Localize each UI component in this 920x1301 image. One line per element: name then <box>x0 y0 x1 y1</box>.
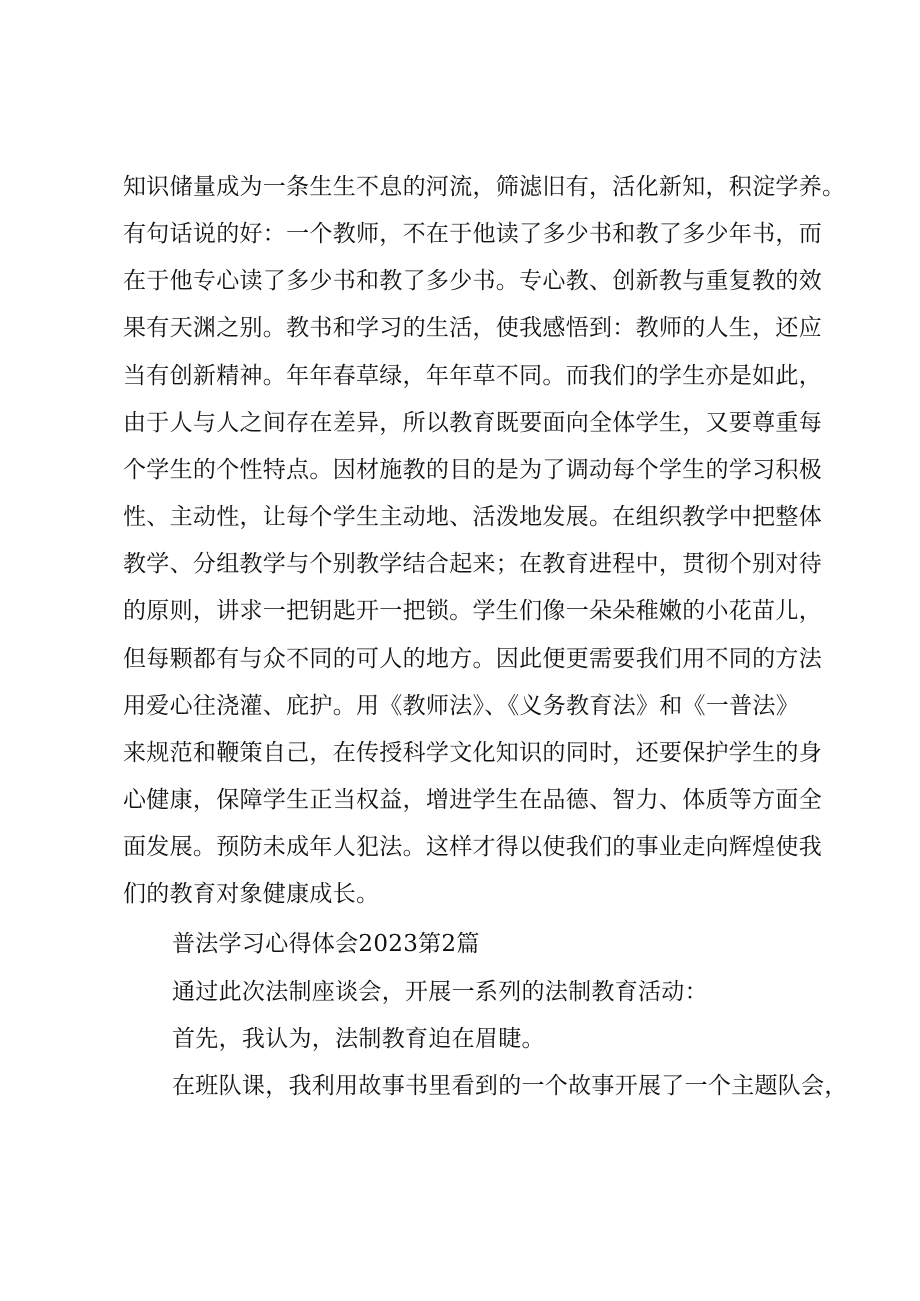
paragraph-line: 性、主动性，让每个学生主动地、活泼地发展。在组织教学中把整体 <box>123 504 822 530</box>
paragraph-line: 来规范和鞭策自己，在传授科学文化知识的同时，还要保护学生的身 <box>123 740 822 766</box>
paragraph-line: 当有创新精神。年年春草绿，年年草不同。而我们的学生亦是如此， <box>123 363 822 389</box>
paragraph-line: 个学生的个性特点。因材施教的目的是为了调动每个学生的学习积极 <box>123 457 822 483</box>
paragraph-line: 通过此次法制座谈会，开展一系列的法制教育活动： <box>172 979 708 1005</box>
paragraph-line: 用爱心往浇灌、庇护。用《教师法》、《义务教育法》和《一普法》 <box>123 693 799 719</box>
paragraph-line: 的原则，讲求一把钥匙开一把锁。学生们像一朵朵稚嫩的小花苗儿， <box>123 598 822 624</box>
paragraph-line: 们的教育对象健康成长。 <box>123 881 380 907</box>
paragraph-line: 但每颗都有与众不同的可人的地方。因此便更需要我们用不同的方法 <box>123 646 822 672</box>
paragraph-line: 由于人与人之间存在差异，所以教育既要面向全体学生，又要尊重每 <box>123 410 822 436</box>
paragraph-line: 教学、分组教学与个别教学结合起来；在教育进程中，贯彻个别对待 <box>123 551 822 577</box>
paragraph-line: 知识储量成为一条生生不息的河流，筛滤旧有，活化新知，积淀学养。 <box>123 174 846 200</box>
paragraph-line: 在班队课，我利用故事书里看到的一个故事开展了一个主题队会， <box>172 1073 848 1099</box>
paragraph-line: 果有天渊之别。教书和学习的生活，使我感悟到：教师的人生，还应 <box>123 315 822 341</box>
paragraph-line: 心健康，保障学生正当权益，增进学生在品德、智力、体质等方面全 <box>123 787 822 813</box>
paragraph-line: 在于他专心读了多少书和教了多少书。专心教、创新教与重复教的效 <box>123 268 822 294</box>
paragraph-line: 首先，我认为，法制教育迫在眉睫。 <box>172 1026 545 1052</box>
paragraph-line: 面发展。预防未成年人犯法。这样才得以使我们的事业走向辉煌使我 <box>123 834 822 860</box>
section-title: 普法学习心得体会2023第2篇 <box>172 931 480 957</box>
paragraph-line: 有句话说的好：一个教师，不在于他读了多少书和教了多少年书，而 <box>123 221 822 247</box>
